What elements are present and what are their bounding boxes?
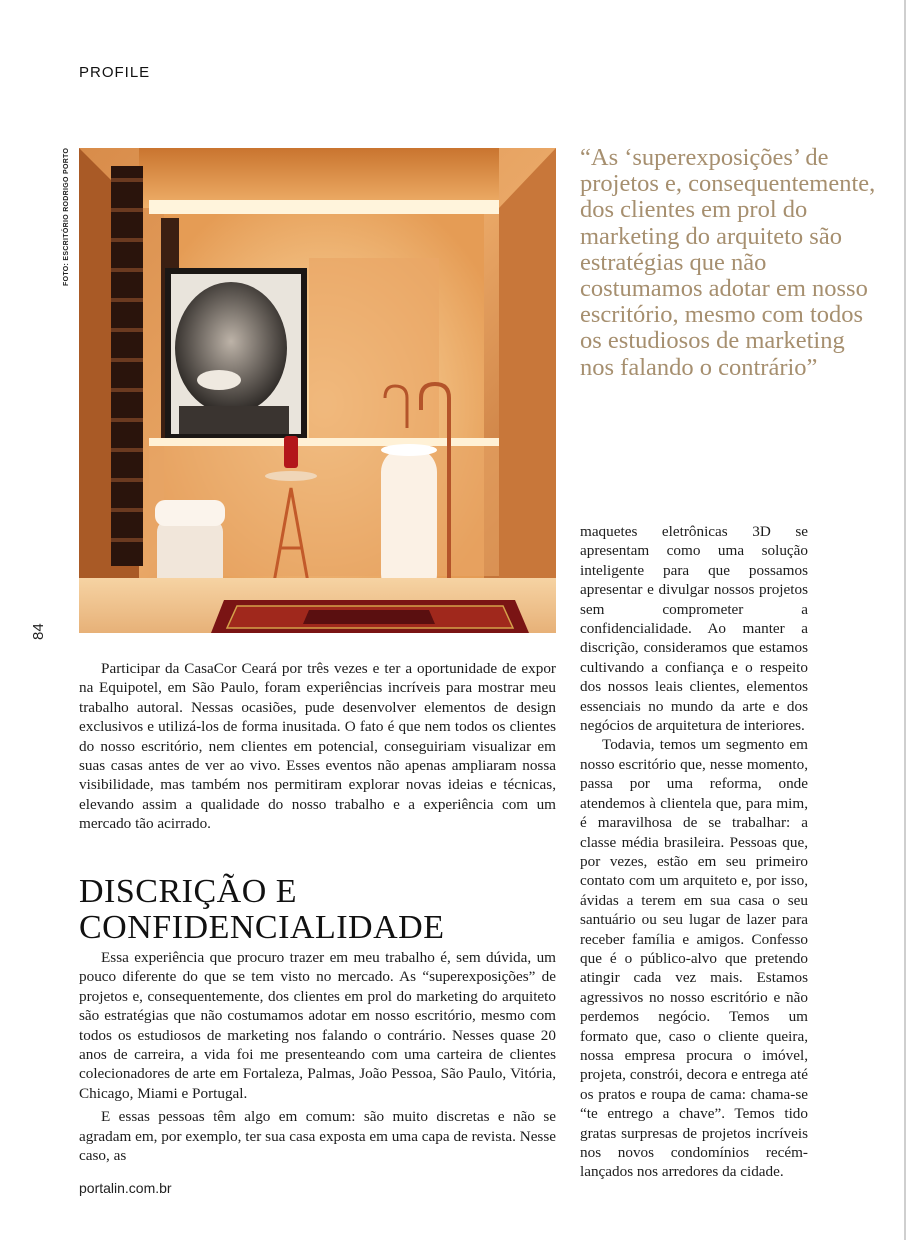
intro-paragraph: Participar da CasaCor Ceará por três vezes e ter a oportunidade de expor na Equipotel, em São Paulo, foram experiências incríveis para mostrar meu trabalho autoral. Nessas ocasiões, pude desenvolver elementos de design exclusivos e utilizá-los de forma inusitada. O fato é que nem todos os clientes do nosso escritório, nem clientes em potencial, conseguiriam visualizar em suas casas antes de ver ao vivo. Esses eventos não apenas ampliaram nossa visibilidade, mas também nos permitiram explorar novas ideias e técnicas, elevando assim a qualidade do nosso trabalho e a experiência com um mercado tão acirrado.	[79, 660, 556, 833]
section-column	[79, 948, 556, 1165]
framed-portrait	[165, 268, 307, 440]
bathroom-photo	[79, 148, 556, 633]
section-paragraph-1: Essa experiência que procuro trazer em meu trabalho é, sem dúvida, um pouco diferente do que se tem visto no mercado. As “superexposições” de projetos e, consequentemente, dos clientes em prol do marketing do arquiteto são estratégias que não costumamos adotar em nosso escritório, mesmo com todos os estudiosos de marketing nos falando o contrário. Nesses quase 20 anos de carreira, a vida foi me presenteando com uma carteira de clientes colecionadores de arte em Fortaleza, Palmas, João Pessoa, São Paulo, Vitória, Chicago, Miami e Portugal.	[79, 949, 556, 1102]
rug	[211, 600, 529, 633]
right-paragraph-1: maquetes eletrônicas 3D se apresentam como uma solução inteligente para que possamos apresentar e divulgar nossos projetos sem comprometer a confidencialidade. Ao manter a discrição, consideramos que estamos cultivando a confiança e o respeito dos nossos leais clientes, elementos essenciais no mundo da arte e dos negócios de arquitetura de interiores.	[580, 523, 808, 735]
section-label: PROFILE	[79, 64, 151, 81]
photo-credit: FOTO: ESCRITÓRIO RODRIGO PORTO	[63, 148, 70, 287]
intro-column	[79, 659, 556, 834]
right-column	[580, 522, 808, 1182]
bathroom-illustration	[79, 148, 556, 633]
page-number: 84	[30, 623, 47, 640]
footer-url: portalin.com.br	[79, 1180, 172, 1196]
pull-quote: “As ‘superexposições’ de projetos e, consequentemente, dos clientes em prol do marketing do arquiteto são estratégias que não costumamos adotar em nosso escritório, mesmo com todos os estudiosos de marketing nos falando o contrário”	[580, 144, 876, 381]
section-paragraph-2: E essas pessoas têm algo em comum: são muito discretas e não se agradam em, por exemplo, ter sua casa exposta em uma capa de revista. Nesse caso, as	[79, 1108, 556, 1165]
section-heading: DISCRIÇÃO E CONFIDENCIALIDADE	[79, 873, 445, 946]
right-paragraph-2: Todavia, temos um segmento em nosso escritório que, nesse momento, passa por uma reforma, onde atendemos à clientela que, para mim, é maravilhosa de se trabalhar: a classe média brasileira. Pessoas que, por vezes, estão em seu primeiro contato com um arquiteto e, por isso, ávidas a terem em sua casa o seu santuário ou seu lugar de lazer para receber família e amigos. Confesso que é o público-alvo que pretendo atingir cada vez mais. Estamos agressivos no nosso escritório e não perdemos negócio. Temos um formato que, caso o cliente queira, nossa empresa procura o imóvel, projeta, constrói, decora e entrega até os pratos e roupa de cama: chama-se “te entrego a chave”. Temos tido gratas surpresas de projetos incríveis nos novos condomínios recém-lançados nos arredores da cidade.	[580, 736, 808, 1181]
pedestal-sink	[381, 444, 437, 598]
